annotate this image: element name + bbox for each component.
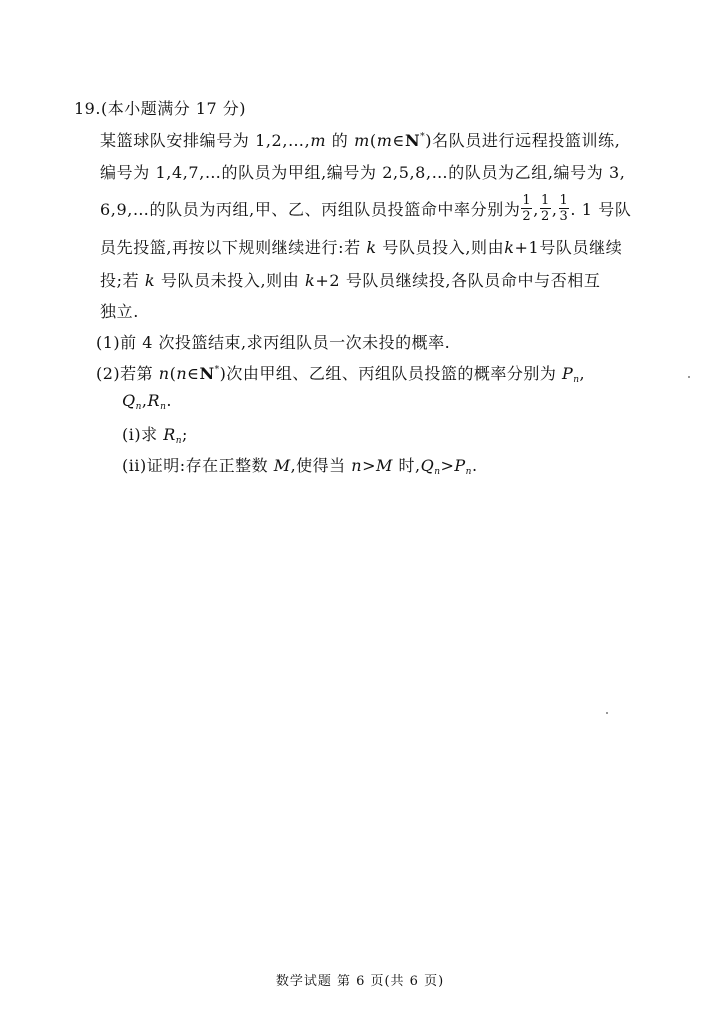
text: ( xyxy=(369,131,377,150)
set-N: N xyxy=(404,131,421,150)
fraction-2 xyxy=(540,193,551,224)
set-N: N xyxy=(199,364,215,383)
var-Q: Q xyxy=(420,456,435,475)
text: 的 xyxy=(326,131,355,150)
superscript-star: * xyxy=(420,132,426,142)
var-k: k xyxy=(504,238,515,257)
text: )名队员进行远程投篮训练, xyxy=(425,131,621,150)
text: )次由甲组、乙组、丙组队员投篮的概率分别为 xyxy=(219,364,562,383)
var-m: m xyxy=(354,131,370,150)
var-k: k xyxy=(144,271,156,290)
var-k: k xyxy=(305,271,316,290)
var-P: P xyxy=(561,364,574,383)
fraction-3 xyxy=(559,193,570,224)
text: 6,9,…的队员为丙组,甲、乙、丙组队员投篮命中率分别为 xyxy=(100,200,521,219)
text: ( xyxy=(169,364,177,383)
stem-line-1 xyxy=(100,128,620,151)
text: 投;若 xyxy=(100,271,145,290)
numerator: 1 xyxy=(559,193,569,208)
subscript-n: n xyxy=(135,402,142,412)
var-R: R xyxy=(147,391,161,410)
text: (2)若第 xyxy=(96,364,159,383)
denominator: 2 xyxy=(540,209,550,224)
numerator: 1 xyxy=(540,193,550,208)
subscript-n: n xyxy=(465,467,472,477)
subscript-n: n xyxy=(573,375,580,385)
part-2-i xyxy=(122,422,188,446)
denominator: 2 xyxy=(522,209,532,224)
stem-line-5 xyxy=(100,268,601,291)
var-P: P xyxy=(454,456,466,475)
stem-line-4 xyxy=(100,235,622,258)
var-m: m xyxy=(310,131,327,150)
var-n: n xyxy=(351,456,363,475)
denominator: 3 xyxy=(559,209,569,224)
page-footer: 数学试题 第 6 页(共 6 页) xyxy=(275,974,445,989)
var-n: n xyxy=(176,364,188,383)
text: ,使得当 xyxy=(290,456,352,475)
text: . xyxy=(471,456,478,475)
part-2-ii xyxy=(122,453,478,477)
text: 员先投篮,再按以下规则继续进行:若 xyxy=(100,238,367,257)
text: 时, xyxy=(392,456,421,475)
numerator: 1 xyxy=(522,193,532,208)
text: , xyxy=(141,391,148,410)
text: 号队员未投入,则由 xyxy=(155,271,306,290)
stem-line-2: 编号为 1,4,7,…的队员为甲组,编号为 2,5,8,…的队员为乙组,编号为 3, xyxy=(100,163,626,182)
part-1: (1)前 4 次投篮结束,求丙组队员一次未投的概率. xyxy=(96,333,451,352)
symbol-gt: > xyxy=(440,456,455,475)
text: , xyxy=(579,364,586,383)
text: (i)求 xyxy=(122,425,164,444)
subscript-n: n xyxy=(175,436,183,446)
subscript-n: n xyxy=(160,402,167,412)
text: , xyxy=(551,200,558,219)
var-R: R xyxy=(163,425,176,444)
text: (ii)证明:存在正整数 xyxy=(122,456,274,475)
symbol-in: ∈ xyxy=(187,364,200,383)
fraction-1 xyxy=(521,193,532,224)
stem-line-6: 独立. xyxy=(100,302,139,321)
text: . 1 号队 xyxy=(570,200,632,219)
text: 某篮球队安排编号为 1,2,…, xyxy=(100,131,311,150)
var-m: m xyxy=(376,131,393,150)
var-Q: Q xyxy=(122,391,136,410)
var-M: M xyxy=(376,456,393,475)
text: . xyxy=(166,391,172,410)
text: 号队员投入,则由 xyxy=(376,238,505,257)
superscript-star: * xyxy=(214,365,220,375)
question-header: 19.(本小题满分 17 分) xyxy=(74,99,246,118)
var-M: M xyxy=(273,456,291,475)
text: ; xyxy=(182,425,188,444)
scan-speck xyxy=(606,712,608,714)
text: , xyxy=(533,200,539,219)
text: +1号队员继续 xyxy=(514,238,623,257)
stem-line-3 xyxy=(100,195,631,226)
text: +2 号队员继续投,各队员命中与否相互 xyxy=(315,271,601,290)
scan-speck xyxy=(688,376,690,378)
part-2-line-1 xyxy=(96,361,585,385)
var-k: k xyxy=(366,238,377,257)
var-n: n xyxy=(158,364,170,383)
part-2-line-2 xyxy=(122,391,172,412)
subscript-n: n xyxy=(434,467,441,477)
symbol-in: ∈ xyxy=(392,131,405,150)
symbol-gt: > xyxy=(362,456,376,475)
